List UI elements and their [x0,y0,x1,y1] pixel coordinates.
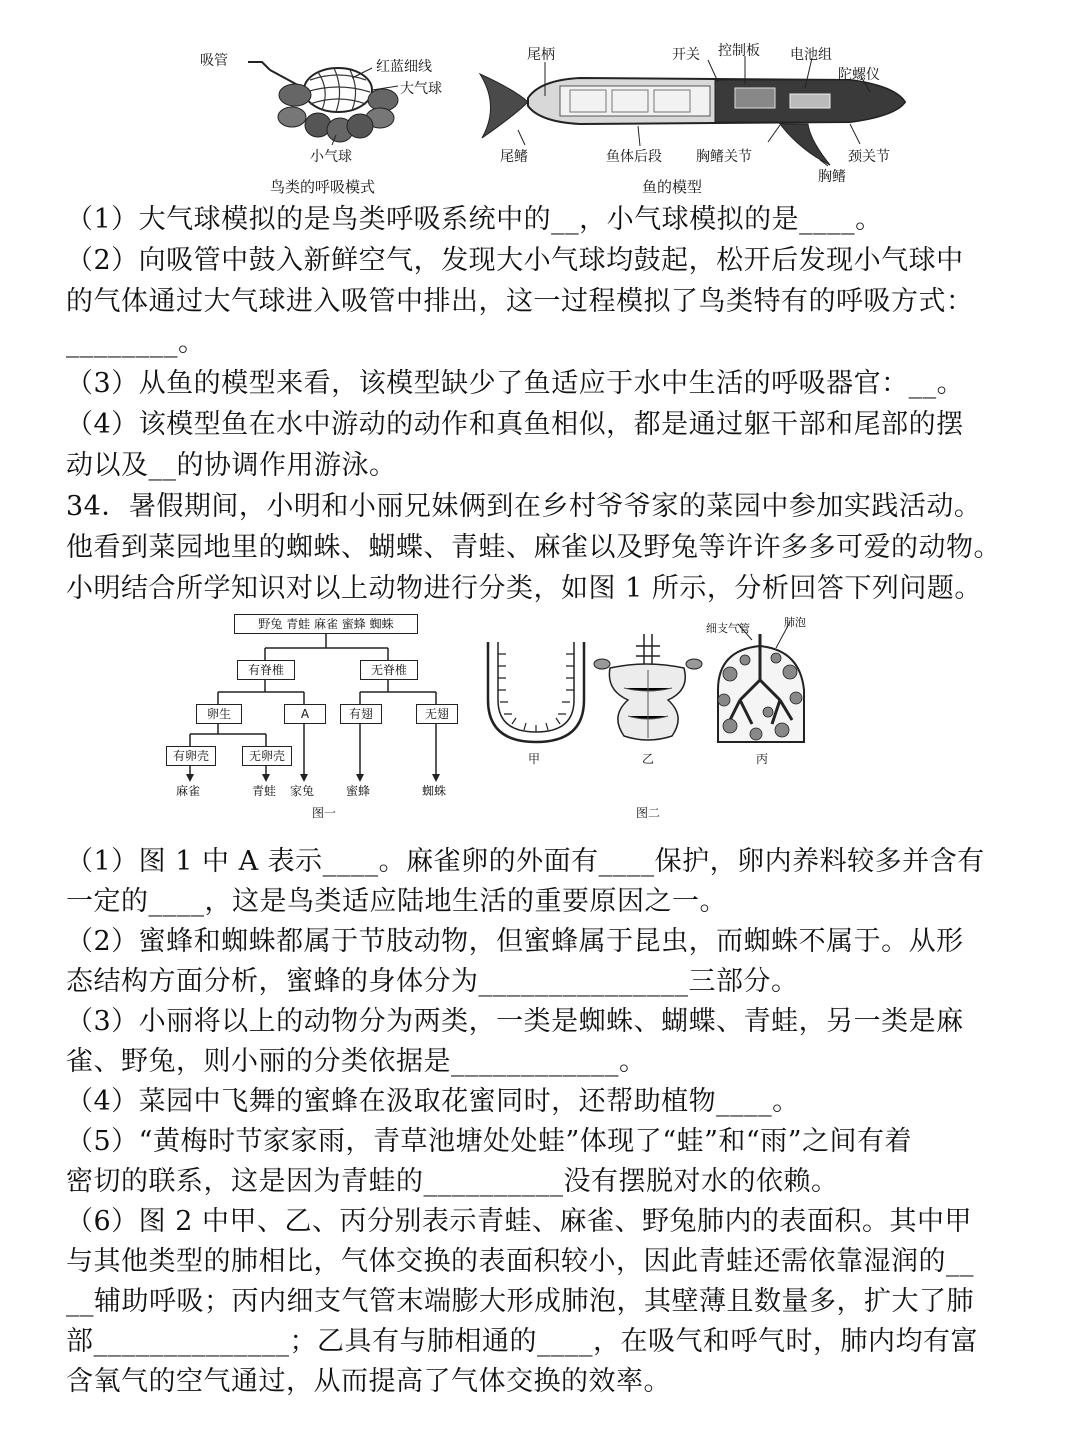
a-box: A [284,704,326,724]
bird-model-caption: 鸟类的呼吸模式 [270,178,376,196]
shelled-box: 有卵壳 [166,746,216,766]
tree-root-box: 野兔 青蛙 麻雀 蜜蜂 蜘蛛 [234,614,418,634]
leaf-bee: 蜜蜂 [346,784,371,798]
battery-label: 电池组 [790,47,832,63]
bronchiole-label: 细支气管 [706,622,750,635]
q34-line-7: （4）菜园中飞舞的蜜蜂在汲取花蜜同时，还帮助植物____。 [66,1086,800,1117]
q33-line-1: （1）大气球模拟的是鸟类呼吸系统中的__，小气球模拟的是____。 [66,204,883,235]
leaf-frog: 青蛙 [252,784,277,798]
switch-label: 开关 [672,47,700,63]
invertebrate-box: 无脊椎 [360,660,418,680]
q34-line-11: 与其他类型的肺相比，气体交换的表面积较小，因此青蛙还需依靠湿润的__ [66,1246,974,1277]
wingless-box: 无翅 [416,704,458,724]
q34-intro-line-3: 小明结合所学知识对以上动物进行分类，如图 1 所示，分析回答下列问题。 [66,573,982,604]
q34-intro-line-2: 他看到菜园地里的蜘蛛、蝴蝶、青蛙、麻雀以及野兔等许许多多可爱的动物。 [66,532,1001,563]
rear-body-label: 鱼体后段 [606,149,662,165]
figure-1-caption: 图一 [312,806,337,820]
q34-line-2: 一定的____，这是鸟类适应陆地生活的重要原因之一。 [66,886,727,917]
neck-joint-label: 颈关节 [848,149,890,165]
q34-line-12: __辅助呼吸；丙内细支气管末端膨大形成肺泡，其壁薄且数量多，扩大了肺 [66,1286,974,1317]
q34-line-9: 密切的联系，这是因为青蛙的__________没有摆脱对水的依赖。 [66,1166,839,1197]
gyro-label: 陀螺仪 [838,67,880,83]
q34-line-4: 态结构方面分析，蜜蜂的身体分为_______________三部分。 [66,966,799,997]
q34-line-6: 雀、野兔，则小丽的分类依据是____________。 [66,1046,647,1077]
pectoral-fin-label: 胸鳍 [818,169,846,185]
q34-line-5: （3）小丽将以上的动物分为两类，一类是蜘蛛、蝴蝶、青蛙，另一类是麻 [66,1006,964,1037]
q34-line-14: 含氧气的空气通过，从而提高了气体交换的效率。 [66,1366,671,1397]
q34-line-10: （6）图 2 中甲、乙、丙分别表示青蛙、麻雀、野兔肺内的表面积。其中甲 [66,1206,973,1237]
q34-line-3: （2）蜜蜂和蜘蛛都属于节肢动物，但蜜蜂属于昆虫，而蜘蛛不属于。从形 [66,926,964,957]
q33-line-7: 动以及__的协调作用游泳。 [66,450,397,481]
q34-line-8: （5）“黄梅时节家家雨，青草池塘处处蛙”体现了“蛙”和“雨”之间有着 [66,1126,912,1157]
q33-line-2: （2）向吸管中鼓入新鲜空气，发现大小气球均鼓起，松开后发现小气球中 [66,245,964,276]
vertebrate-box: 有脊椎 [237,660,295,680]
winged-box: 有翅 [340,704,382,724]
control-board-label: 控制板 [718,43,760,59]
figure-2-label-bing: 丙 [756,752,769,766]
small-balloon-label: 小气球 [310,149,352,165]
leaf-rabbit: 家兔 [290,784,315,798]
pectoral-joint-label: 胸鳍关节 [696,149,752,165]
tail-fin-label: 尾鳍 [500,149,528,165]
q33-line-3: 的气体通过大气球进入吸管中排出，这一过程模拟了鸟类特有的呼吸方式： [66,286,974,317]
alveolus-label: 肺泡 [784,616,806,629]
tail-stalk-label: 尾柄 [527,47,555,63]
q34-line-1: （1）图 1 中 A 表示____。麻雀卵的外面有____保护，卵内养料较多并含有 [66,846,985,877]
thread-label: 红蓝细线 [376,59,432,75]
q33-line-6: （4）该模型鱼在水中游动的动作和真鱼相似，都是通过躯干部和尾部的摆 [66,409,964,440]
big-balloon-label: 大气球 [400,81,442,97]
q33-line-5: （3）从鱼的模型来看，该模型缺少了鱼适应于水中生活的呼吸器官：__。 [66,368,965,399]
figure-2-caption: 图二 [636,806,661,820]
straw-label: 吸管 [200,53,228,69]
fish-model-caption: 鱼的模型 [642,178,703,196]
oviparous-box: 卵生 [196,704,242,724]
q33-line-4: ________。 [66,327,206,358]
figure-2-label-jia: 甲 [528,752,541,766]
leaf-sparrow: 麻雀 [176,784,201,798]
unshelled-box: 无卵壳 [242,746,292,766]
q34-line-13: 部______________；乙具有与肺相通的____，在吸气和呼气时，肺内均有富 [66,1326,978,1357]
leaf-spider: 蜘蛛 [422,784,447,798]
q34-intro-line-1: 34．暑假期间，小明和小丽兄妹俩到在乡村爷爷家的菜园中参加实践活动。 [66,491,982,522]
figure-2-label-yi: 乙 [642,752,655,766]
